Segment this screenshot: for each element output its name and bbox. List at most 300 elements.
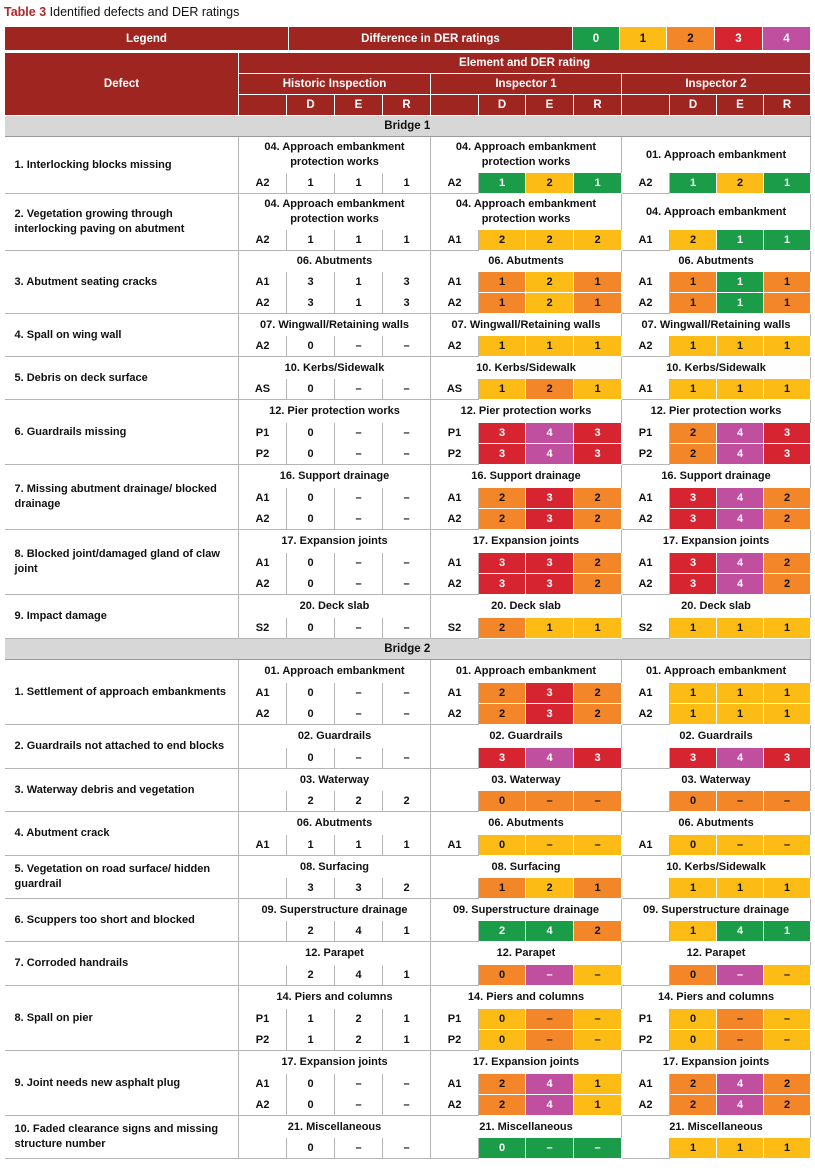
der-e: – [335, 1074, 383, 1095]
element-name: 04. Approach embankment [622, 194, 811, 230]
der-r: – [383, 553, 431, 574]
der-d: 1 [670, 379, 717, 400]
der-r: – [383, 1138, 431, 1159]
der-d: 0 [670, 1030, 717, 1051]
element-name: 17. Expansion joints [431, 530, 622, 553]
der-r: 2 [764, 509, 811, 530]
defect-element-row [5, 194, 811, 230]
table-body [5, 116, 811, 1159]
element-code: S2 [431, 618, 479, 639]
der-col-d: D [287, 95, 335, 116]
der-e: 1 [717, 336, 764, 357]
defect-label: 6. Guardrails missing [5, 400, 239, 465]
der-d: 0 [287, 1095, 335, 1116]
der-e: – [717, 965, 764, 986]
der-r: 2 [574, 683, 622, 704]
der-r: 1 [383, 1009, 431, 1030]
der-r: – [764, 1030, 811, 1051]
element-code: A1 [622, 835, 670, 856]
element-code: A1 [622, 553, 670, 574]
der-r: 1 [383, 921, 431, 942]
defect-label: 7. Missing abutment drainage/ blocked drainage [5, 465, 239, 530]
der-d: 0 [479, 1138, 526, 1159]
der-d: 2 [287, 791, 335, 812]
der-e: – [717, 1009, 764, 1030]
element-code: A2 [622, 336, 670, 357]
der-e: 3 [526, 509, 574, 530]
element-name: 14. Piers and columns [622, 986, 811, 1009]
der-e: 2 [717, 173, 764, 194]
element-code: P1 [239, 423, 287, 444]
der-d: 0 [670, 791, 717, 812]
element-name: 03. Waterway [239, 769, 431, 791]
element-code: P2 [239, 444, 287, 465]
der-r: – [764, 791, 811, 812]
element-name: 12. Parapet [622, 942, 811, 965]
der-e: – [526, 965, 574, 986]
element-code: A2 [239, 173, 287, 194]
der-r: 2 [574, 704, 622, 725]
der-e: 4 [717, 553, 764, 574]
defect-element-row [5, 595, 811, 618]
der-e: 1 [526, 336, 574, 357]
der-d: 3 [479, 748, 526, 769]
der-d: 1 [287, 1030, 335, 1051]
element-name: 04. Approach embankment protection works [431, 137, 622, 173]
der-d: 1 [287, 835, 335, 856]
der-d: 1 [670, 921, 717, 942]
der-e: 2 [526, 379, 574, 400]
der-r: 2 [764, 1074, 811, 1095]
der-e: 3 [526, 574, 574, 595]
der-r: 1 [383, 173, 431, 194]
der-r: 2 [574, 574, 622, 595]
element-code: P2 [239, 1030, 287, 1051]
element-code: A1 [431, 683, 479, 704]
element-name: 17. Expansion joints [622, 530, 811, 553]
element-name: 09. Superstructure drainage [431, 899, 622, 921]
table-caption [4, 3, 239, 21]
caption-text: Identified defects and DER ratings [49, 5, 240, 19]
der-e: 1 [335, 272, 383, 293]
der-e: 1 [335, 173, 383, 194]
defects-table [4, 52, 811, 1159]
legend-level-2: 2 [667, 27, 715, 51]
der-d: 2 [479, 618, 526, 639]
der-d: 0 [479, 791, 526, 812]
legend-level-0: 0 [573, 27, 620, 51]
der-e: 1 [717, 683, 764, 704]
defect-element-row [5, 725, 811, 748]
defect-label: 3. Waterway debris and vegetation [5, 769, 239, 812]
element-code: A1 [431, 230, 479, 251]
der-d: 1 [670, 878, 717, 899]
element-name: 17. Expansion joints [431, 1051, 622, 1074]
der-d: 0 [479, 965, 526, 986]
element-code: A2 [431, 336, 479, 357]
der-e: 2 [335, 1030, 383, 1051]
element-code: P1 [622, 1009, 670, 1030]
element-der-header: Element and DER rating [239, 53, 811, 74]
element-code [622, 921, 670, 942]
element-code: A1 [622, 272, 670, 293]
der-e: 2 [526, 173, 574, 194]
element-name: 09. Superstructure drainage [622, 899, 811, 921]
der-e: 2 [526, 230, 574, 251]
element-code: A1 [239, 683, 287, 704]
der-d: 1 [670, 336, 717, 357]
der-r: 3 [574, 444, 622, 465]
der-d: 0 [287, 379, 335, 400]
der-e: 4 [717, 574, 764, 595]
der-d: 2 [479, 488, 526, 509]
der-e: 2 [335, 791, 383, 812]
der-col-r: R [764, 95, 811, 116]
element-code: A2 [431, 509, 479, 530]
der-d: 1 [287, 173, 335, 194]
defect-element-row [5, 465, 811, 488]
legend-level-4: 4 [763, 27, 811, 51]
element-code: A2 [239, 509, 287, 530]
defect-element-row [5, 812, 811, 835]
der-e: 1 [717, 878, 764, 899]
der-r: – [383, 423, 431, 444]
element-code [431, 748, 479, 769]
element-code: P2 [431, 1030, 479, 1051]
element-code: A1 [622, 683, 670, 704]
der-d: 0 [287, 1074, 335, 1095]
der-e: – [335, 1138, 383, 1159]
der-d: 0 [479, 1009, 526, 1030]
element-name: 10. Kerbs/Sidewalk [239, 357, 431, 379]
element-code [622, 878, 670, 899]
der-r: – [383, 379, 431, 400]
element-code [431, 878, 479, 899]
der-e: – [335, 574, 383, 595]
der-r: – [764, 965, 811, 986]
element-name: 04. Approach embankment protection works [239, 194, 431, 230]
element-code [431, 921, 479, 942]
element-name: 07. Wingwall/Retaining walls [239, 314, 431, 336]
element-code: A2 [622, 509, 670, 530]
defect-label: 8. Blocked joint/damaged gland of claw joint [5, 530, 239, 595]
der-col-r: R [574, 95, 622, 116]
der-e: 4 [526, 1074, 574, 1095]
der-r: 1 [764, 704, 811, 725]
element-code [431, 965, 479, 986]
der-r: 1 [764, 921, 811, 942]
element-name: 16. Support drainage [239, 465, 431, 488]
element-code: AS [239, 379, 287, 400]
defect-label: 1. Settlement of approach embankments [5, 660, 239, 725]
element-name: 21. Miscellaneous [431, 1116, 622, 1138]
der-d: 2 [670, 444, 717, 465]
der-e: 2 [335, 1009, 383, 1030]
der-d: 3 [670, 509, 717, 530]
defect-element-row [5, 856, 811, 878]
element-code [622, 1138, 670, 1159]
element-code: P2 [431, 444, 479, 465]
der-r: – [383, 704, 431, 725]
der-e: 4 [717, 509, 764, 530]
element-name: 04. Approach embankment protection works [239, 137, 431, 173]
der-r: 2 [574, 488, 622, 509]
der-d: 0 [287, 704, 335, 725]
der-e: – [335, 553, 383, 574]
element-code: A1 [239, 553, 287, 574]
der-r: 3 [764, 423, 811, 444]
der-d: 1 [479, 379, 526, 400]
der-e: 4 [717, 921, 764, 942]
der-d: 2 [479, 509, 526, 530]
der-e: – [526, 1009, 574, 1030]
der-e: 3 [526, 683, 574, 704]
element-code [622, 791, 670, 812]
element-name: 02. Guardrails [239, 725, 431, 748]
element-code: A2 [622, 1095, 670, 1116]
element-name: 01. Approach embankment [622, 137, 811, 173]
der-d: 3 [287, 293, 335, 314]
element-code: A1 [622, 488, 670, 509]
element-code: A2 [239, 293, 287, 314]
der-d: 0 [287, 748, 335, 769]
defect-label: 10. Faded clearance signs and missing structure number [5, 1116, 239, 1159]
der-e: – [335, 704, 383, 725]
element-code: A2 [239, 574, 287, 595]
der-e: 2 [526, 272, 574, 293]
element-name: 06. Abutments [431, 251, 622, 272]
der-r: 3 [574, 423, 622, 444]
element-code: A1 [431, 1074, 479, 1095]
element-code [239, 921, 287, 942]
element-code [239, 965, 287, 986]
der-r: 1 [574, 336, 622, 357]
defect-label: 5. Vegetation on road surface/ hidden guardrail [5, 856, 239, 899]
der-r: 3 [383, 293, 431, 314]
der-e: – [335, 336, 383, 357]
defect-label: 6. Scuppers too short and blocked [5, 899, 239, 942]
element-code [239, 1138, 287, 1159]
der-e: 1 [335, 835, 383, 856]
der-e: 4 [717, 1095, 764, 1116]
defect-element-row [5, 251, 811, 272]
der-r: 2 [574, 230, 622, 251]
der-d: 1 [287, 1009, 335, 1030]
der-col-d: D [479, 95, 526, 116]
element-code: P1 [239, 1009, 287, 1030]
element-code [239, 791, 287, 812]
der-d: 2 [479, 704, 526, 725]
der-d: 0 [670, 835, 717, 856]
element-name: 16. Support drainage [431, 465, 622, 488]
der-e: 1 [335, 230, 383, 251]
der-d: 2 [479, 1095, 526, 1116]
der-r: 1 [574, 293, 622, 314]
element-code: S2 [239, 618, 287, 639]
bridge-title: Bridge 1 [5, 116, 811, 137]
bridge-row [5, 639, 811, 660]
der-d: 3 [670, 553, 717, 574]
element-code: A2 [431, 704, 479, 725]
element-name: 17. Expansion joints [622, 1051, 811, 1074]
element-name: 06. Abutments [239, 812, 431, 835]
der-d: 2 [479, 230, 526, 251]
element-name: 02. Guardrails [622, 725, 811, 748]
der-r: 3 [383, 272, 431, 293]
der-r: 1 [764, 173, 811, 194]
der-e: – [717, 791, 764, 812]
der-d: 0 [287, 423, 335, 444]
der-d: 2 [670, 230, 717, 251]
der-r: 3 [764, 444, 811, 465]
defect-element-row [5, 986, 811, 1009]
der-d: 1 [479, 272, 526, 293]
element-code: A2 [622, 173, 670, 194]
element-code: A2 [431, 1095, 479, 1116]
der-e: – [526, 1030, 574, 1051]
der-e: – [526, 1138, 574, 1159]
der-e: 1 [717, 1138, 764, 1159]
element-code: A2 [431, 293, 479, 314]
element-code [431, 791, 479, 812]
der-e: – [335, 423, 383, 444]
der-col-r: R [383, 95, 431, 116]
der-d: 2 [287, 965, 335, 986]
element-name: 16. Support drainage [622, 465, 811, 488]
der-r: 1 [574, 1074, 622, 1095]
der-r: 1 [383, 1030, 431, 1051]
der-r: 1 [574, 379, 622, 400]
element-name: 17. Expansion joints [239, 530, 431, 553]
der-e: 3 [526, 488, 574, 509]
der-e: – [335, 1095, 383, 1116]
element-name: 06. Abutments [431, 812, 622, 835]
der-r: 1 [764, 618, 811, 639]
element-name: 01. Approach embankment [622, 660, 811, 683]
group-header-inspector-2: Inspector 2 [622, 74, 811, 95]
element-code: A2 [622, 574, 670, 595]
der-e: 4 [526, 748, 574, 769]
defect-label: 8. Spall on pier [5, 986, 239, 1051]
der-d: 0 [287, 336, 335, 357]
element-code [622, 748, 670, 769]
defect-element-row [5, 137, 811, 173]
defect-element-row [5, 1116, 811, 1138]
der-r: 2 [574, 553, 622, 574]
der-d: 1 [670, 683, 717, 704]
der-r: – [764, 1009, 811, 1030]
der-d: 3 [287, 878, 335, 899]
element-code: A1 [622, 379, 670, 400]
element-code: A1 [622, 1074, 670, 1095]
defect-element-row [5, 899, 811, 921]
der-d: 3 [670, 488, 717, 509]
der-e: – [526, 791, 574, 812]
defect-element-row [5, 400, 811, 423]
der-d: 2 [479, 683, 526, 704]
legend-level-3: 3 [715, 27, 763, 51]
der-r: 1 [383, 965, 431, 986]
element-name: 14. Piers and columns [431, 986, 622, 1009]
element-code [431, 1138, 479, 1159]
der-r: 1 [764, 272, 811, 293]
element-code: A1 [622, 230, 670, 251]
element-name: 06. Abutments [622, 251, 811, 272]
der-r: 2 [574, 509, 622, 530]
element-name: 12. Parapet [431, 942, 622, 965]
der-r: 1 [574, 272, 622, 293]
der-d: 0 [287, 1138, 335, 1159]
der-d: 0 [287, 509, 335, 530]
der-d: 1 [670, 272, 717, 293]
element-name: 21. Miscellaneous [622, 1116, 811, 1138]
element-code: A1 [239, 1074, 287, 1095]
legend-difference-label: Difference in DER ratings [289, 27, 573, 51]
defect-label: 4. Spall on wing wall [5, 314, 239, 357]
der-r: – [383, 574, 431, 595]
der-r: – [383, 683, 431, 704]
der-e: – [335, 379, 383, 400]
defect-element-row [5, 357, 811, 379]
der-r: 1 [764, 336, 811, 357]
defect-label: 9. Impact damage [5, 595, 239, 639]
der-r: 1 [764, 379, 811, 400]
element-code: A1 [239, 488, 287, 509]
element-name: 12. Pier protection works [239, 400, 431, 423]
der-d: 2 [479, 1074, 526, 1095]
der-d: 2 [479, 921, 526, 942]
der-r: 1 [574, 618, 622, 639]
der-r: 2 [764, 553, 811, 574]
element-code: A2 [622, 704, 670, 725]
der-e: – [335, 683, 383, 704]
defect-element-row [5, 1051, 811, 1074]
element-name: 06. Abutments [239, 251, 431, 272]
der-e: 4 [335, 965, 383, 986]
der-r: 2 [764, 1095, 811, 1116]
der-r: – [383, 618, 431, 639]
defect-element-row [5, 769, 811, 791]
defect-label: 5. Debris on deck surface [5, 357, 239, 400]
group-header-historic: Historic Inspection [239, 74, 431, 95]
der-e: 4 [526, 921, 574, 942]
bridge-row [5, 116, 811, 137]
der-d: 3 [479, 444, 526, 465]
der-d: 1 [670, 173, 717, 194]
defect-label: 4. Abutment crack [5, 812, 239, 856]
element-name: 12. Pier protection works [622, 400, 811, 423]
element-name: 08. Surfacing [239, 856, 431, 878]
der-col-e: E [526, 95, 574, 116]
der-r: 3 [764, 748, 811, 769]
der-r: – [383, 1074, 431, 1095]
element-name: 12. Parapet [239, 942, 431, 965]
element-code: A1 [431, 835, 479, 856]
element-code: A2 [622, 293, 670, 314]
der-d: 1 [479, 878, 526, 899]
element-name: 04. Approach embankment protection works [431, 194, 622, 230]
der-e: 1 [526, 618, 574, 639]
der-d: 0 [287, 618, 335, 639]
element-code: A1 [431, 488, 479, 509]
der-col-d: D [670, 95, 717, 116]
defect-label: 2. Guardrails not attached to end blocks [5, 725, 239, 769]
defect-label: 1. Interlocking blocks missing [5, 137, 239, 194]
der-d: 1 [479, 336, 526, 357]
element-code: A1 [239, 835, 287, 856]
element-code: A2 [431, 173, 479, 194]
element-code: A2 [239, 336, 287, 357]
